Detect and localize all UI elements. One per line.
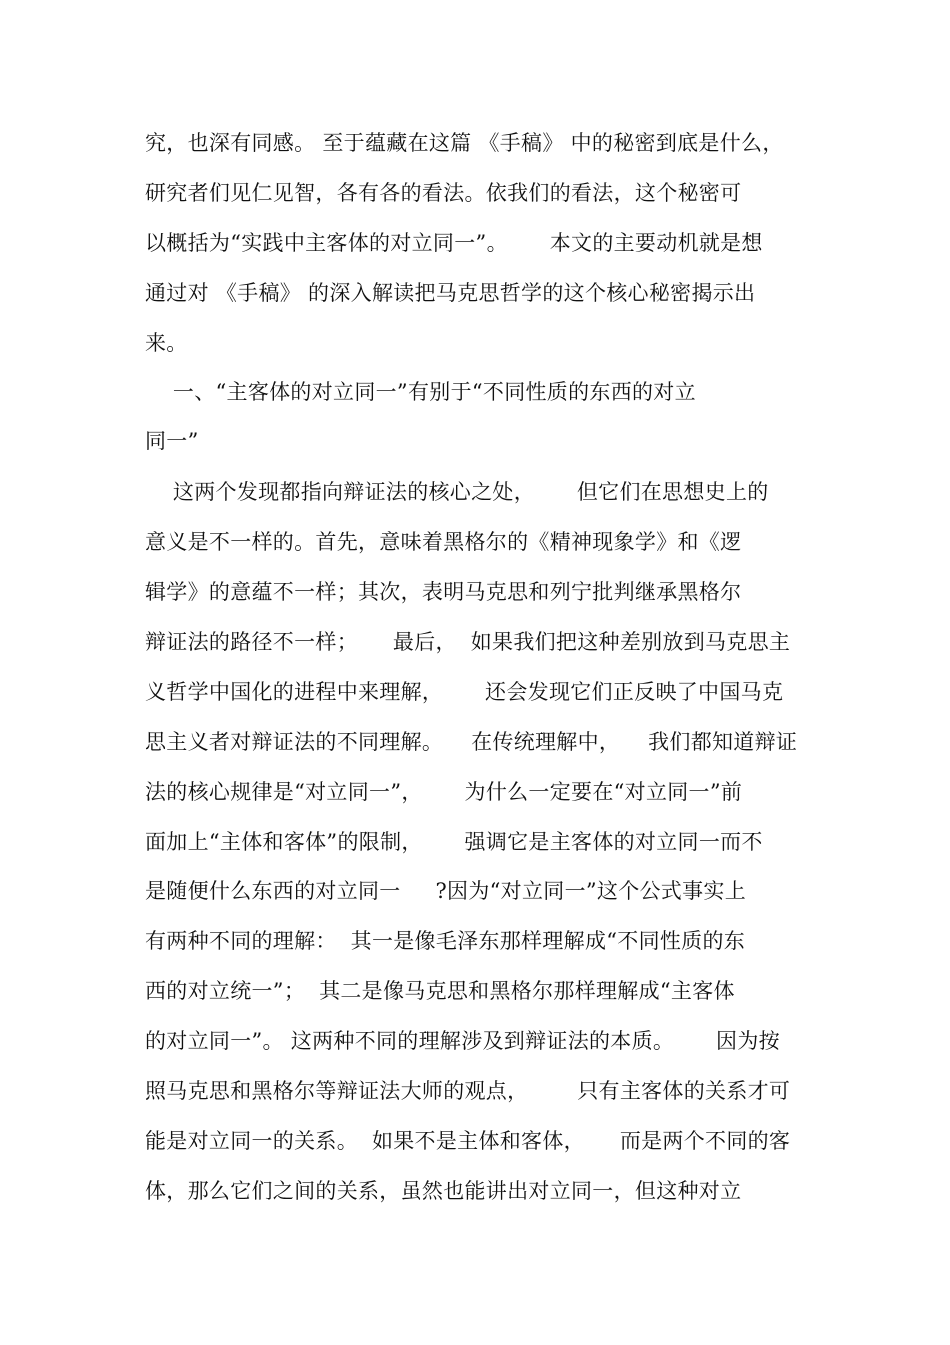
text-line: 意义是不一样的。首先，意味着黑格尔的《精神现象学》和《逻 <box>145 530 742 554</box>
text-line: 通过对 《手稿》 的深入解读把马克思哲学的这个核心秘密揭示出 <box>145 281 756 305</box>
text-line: 研究者们见仁见智，各有各的看法。依我们的看法，这个秘密可 <box>145 181 742 205</box>
text-line: 究，也深有同感。 至于蕴藏在这篇 《手稿》 中的秘密到底是什么， <box>145 131 784 155</box>
text-line: 有两种不同的理解： 其一是像毛泽东那样理解成“不同性质的东 <box>145 929 746 953</box>
section-heading: 一、“主客体的对立同一”有别于“不同性质的东西的对立 <box>145 380 696 404</box>
text-line: 照马克思和黑格尔等辩证法大师的观点， 只有主客体的关系才可 <box>145 1079 791 1103</box>
section-heading: 同一” <box>145 429 199 453</box>
text-line: 能是对立同一的关系。 如果不是主体和客体， 而是两个不同的客 <box>145 1129 791 1153</box>
text-line: 面加上“主体和客体”的限制， 强调它是主客体的对立同一而不 <box>145 830 763 854</box>
text-line: 体，那么它们之间的关系，虽然也能讲出对立同一，但这种对立 <box>145 1179 742 1203</box>
text-line: 的对立同一”。 这两种不同的理解涉及到辩证法的本质。 因为按 <box>145 1029 780 1053</box>
text-line: 辑学》的意蕴不一样；其次，表明马克思和列宁批判继承黑格尔 <box>145 580 742 604</box>
text-line: 思主义者对辩证法的不同理解。 在传统理解中， 我们都知道辩证 <box>145 730 798 754</box>
text-line: 是随便什么东西的对立同一 ?因为“对立同一”这个公式事实上 <box>145 879 747 903</box>
text-line: 辩证法的路径不一样； 最后， 如果我们把这种差别放到马克思主 <box>145 630 791 654</box>
text-line: 义哲学中国化的进程中来理解， 还会发现它们正反映了中国马克 <box>145 680 784 704</box>
text-line: 法的核心规律是“对立同一”， 为什么一定要在“对立同一”前 <box>145 780 743 804</box>
text-line: 这两个发现都指向辩证法的核心之处， 但它们在思想史上的 <box>145 480 769 504</box>
text-line: 西的对立统一”； 其二是像马克思和黑格尔那样理解成“主客体 <box>145 979 735 1003</box>
text-line: 以概括为“实践中主客体的对立同一”。 本文的主要动机就是想 <box>145 231 763 255</box>
text-line: 来。 <box>145 331 188 355</box>
